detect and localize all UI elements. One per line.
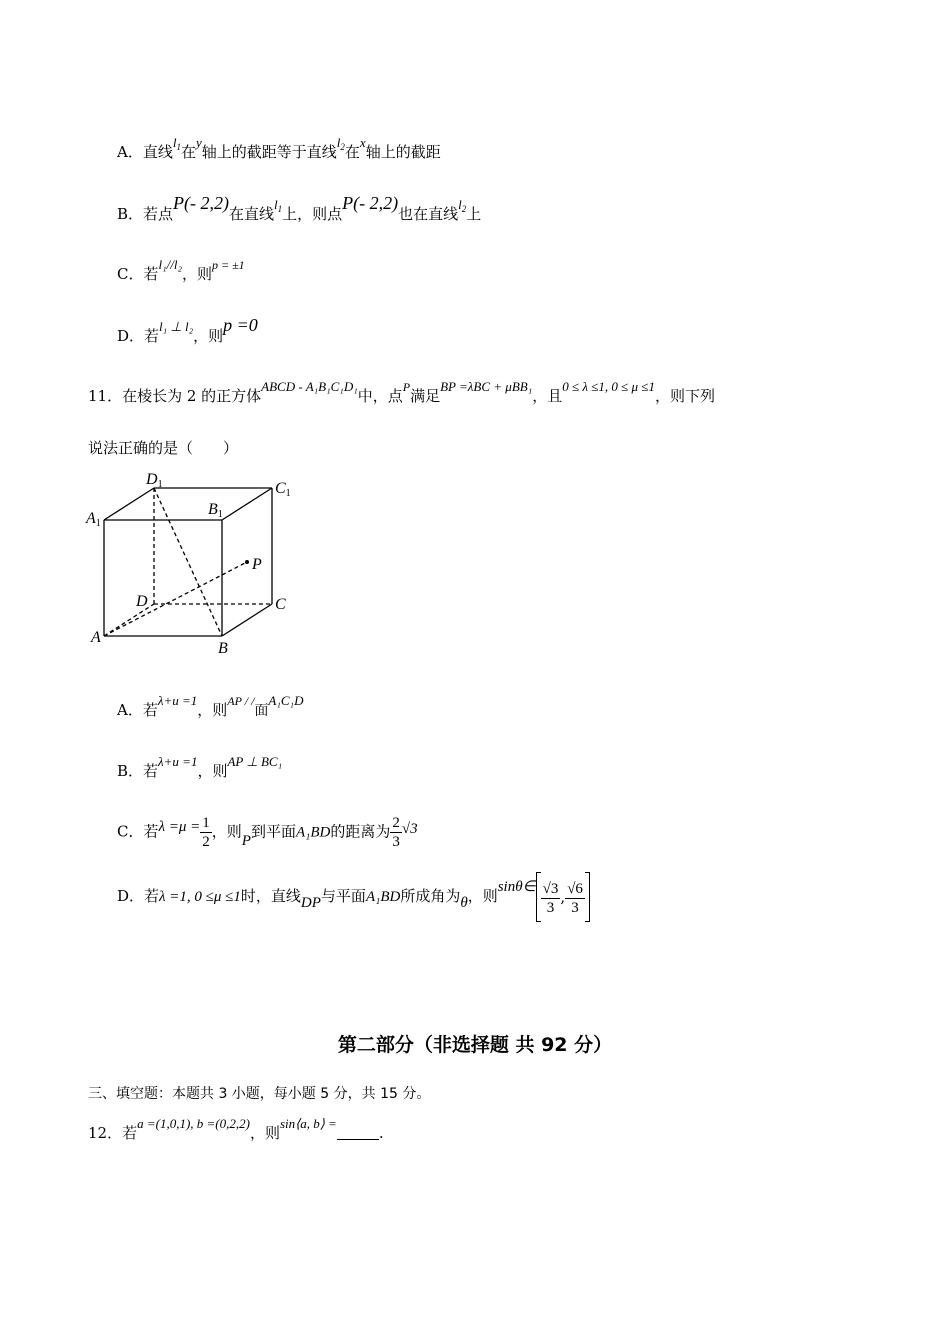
sin-theta: sinθ∈ bbox=[497, 879, 536, 895]
condition: λ =1, 0 ≤μ ≤1 bbox=[159, 889, 241, 905]
text: ，则 bbox=[467, 887, 498, 905]
text: 中，点 bbox=[357, 387, 403, 405]
text: ，则 bbox=[197, 762, 228, 780]
q11-stem bbox=[88, 379, 715, 407]
text: ，且 bbox=[532, 387, 563, 405]
text: 面 bbox=[254, 703, 269, 719]
text: 11．在棱长为 2 的正方体 bbox=[88, 387, 262, 405]
text: 在 bbox=[180, 143, 196, 161]
l1-symbol: $l_1$ bbox=[274, 197, 283, 214]
theta: θ bbox=[460, 895, 468, 911]
condition: l₁ ⊥ l₂ bbox=[159, 319, 194, 334]
option-label: A．若 bbox=[117, 701, 158, 719]
option-label: B．若点 bbox=[117, 205, 174, 223]
option-label: D．若 bbox=[117, 327, 160, 345]
q10-option-a bbox=[117, 135, 441, 164]
sin-expr: sin⟨a, b⟩ = bbox=[279, 1116, 337, 1131]
plane: A₁BD bbox=[295, 824, 331, 841]
q10-option-d bbox=[117, 315, 258, 347]
point-p: P(- 2,2) bbox=[173, 193, 230, 213]
text: ，则 bbox=[197, 701, 228, 719]
condition: λ+u =1 bbox=[157, 693, 198, 708]
label-d1: D1 bbox=[146, 471, 163, 490]
label-a1: A1 bbox=[86, 510, 101, 529]
text: 所成角为 bbox=[400, 887, 461, 905]
text: 到平面 bbox=[250, 822, 296, 841]
q11-option-d bbox=[117, 872, 590, 922]
l2-symbol: $l_2$ bbox=[458, 197, 467, 214]
result: p = ±1 bbox=[212, 258, 245, 272]
label-a: A bbox=[91, 629, 101, 646]
text: 轴上的截距等于直线 bbox=[201, 143, 337, 161]
label-b1: B1 bbox=[208, 501, 223, 520]
text: 上，则点 bbox=[282, 205, 343, 223]
x-symbol: x bbox=[359, 135, 366, 150]
condition: λ =μ = bbox=[158, 818, 201, 835]
result: AP ⊥ BC₁ bbox=[227, 754, 283, 769]
plane: A₁C₁D bbox=[268, 693, 304, 708]
text: ，则 bbox=[249, 1124, 280, 1142]
text: ，则 bbox=[181, 265, 212, 283]
cube-figure bbox=[82, 466, 312, 656]
text: 也在直线 bbox=[398, 205, 459, 223]
line-dp: DP bbox=[300, 895, 321, 911]
point-p-dot bbox=[245, 560, 249, 564]
fraction-two-thirds: $\frac{2}{3}$ bbox=[392, 815, 400, 850]
text: ，则 bbox=[211, 822, 242, 841]
interval-bracket: $\frac{√3}{3}$ , $\frac{√6}{3}$ bbox=[536, 872, 590, 922]
result: p =0 bbox=[223, 315, 258, 335]
section-text: 三、填空题：本题共 3 小题，每小题 5 分，共 15 分。 bbox=[88, 1086, 431, 1102]
label-c: C bbox=[275, 596, 286, 613]
range: 0 ≤ λ ≤1, 0 ≤ μ ≤1 bbox=[562, 379, 655, 394]
vectors: a =(1,0,1), b =(0,2,2) bbox=[137, 1116, 250, 1131]
condition: λ+u =1 bbox=[158, 754, 198, 769]
fraction-half: $\frac{1}{2}$ bbox=[202, 815, 210, 850]
option-label: C．若 bbox=[117, 265, 159, 283]
text: 说法正确的是（ ） bbox=[88, 439, 239, 457]
option-label: B．若 bbox=[117, 762, 159, 780]
point-p: P bbox=[402, 380, 411, 394]
label-c1: C1 bbox=[275, 480, 291, 499]
text: . bbox=[378, 1124, 384, 1142]
text: 时，直线 bbox=[240, 887, 301, 905]
q11-option-b bbox=[117, 754, 283, 782]
l1-symbol: $l_1$ bbox=[172, 135, 181, 152]
point-p: P(- 2,2) bbox=[342, 193, 399, 213]
text: 满足 bbox=[410, 387, 441, 405]
label-d: D bbox=[136, 593, 148, 610]
label-b: B bbox=[218, 640, 228, 656]
part2-heading: 第二部分（非选择题 共 92 分） bbox=[337, 1034, 613, 1056]
q12 bbox=[88, 1116, 384, 1144]
option-label: C．若 bbox=[117, 822, 159, 841]
q11-stem-line2 bbox=[88, 438, 238, 458]
q11-option-a bbox=[117, 693, 304, 721]
condition: l₁//l₂ bbox=[158, 257, 182, 272]
result: AP / / bbox=[227, 694, 255, 708]
text: 轴上的截距 bbox=[365, 143, 441, 161]
y-symbol: y bbox=[195, 135, 202, 150]
sqrt-three: √3 bbox=[401, 820, 418, 837]
point-p: P bbox=[241, 832, 251, 849]
text: 的距离为 bbox=[330, 822, 391, 841]
text: 在直线 bbox=[229, 205, 275, 223]
label-p: P bbox=[252, 556, 262, 573]
text: 在 bbox=[344, 143, 360, 161]
vector-expr: BP =λBC + μBB₁ bbox=[440, 379, 533, 394]
text: 上 bbox=[466, 205, 482, 223]
text: ，则 bbox=[193, 327, 224, 345]
text: 与平面 bbox=[320, 887, 366, 905]
l2-symbol: $l_2$ bbox=[336, 135, 345, 152]
text: ，则下列 bbox=[654, 387, 715, 405]
q11-option-c bbox=[117, 814, 418, 851]
option-label: D．若 bbox=[117, 887, 160, 905]
q10-option-c bbox=[117, 257, 245, 285]
plane: A₁BD bbox=[365, 889, 401, 905]
answer-blank[interactable] bbox=[337, 1125, 379, 1140]
q10-option-b bbox=[117, 193, 482, 226]
question-number: 12．若 bbox=[88, 1124, 138, 1142]
cube-name: ABCD - A₁B₁C₁D₁ bbox=[261, 379, 358, 394]
section-title bbox=[88, 1084, 430, 1104]
option-label: A．直线 bbox=[117, 143, 173, 161]
